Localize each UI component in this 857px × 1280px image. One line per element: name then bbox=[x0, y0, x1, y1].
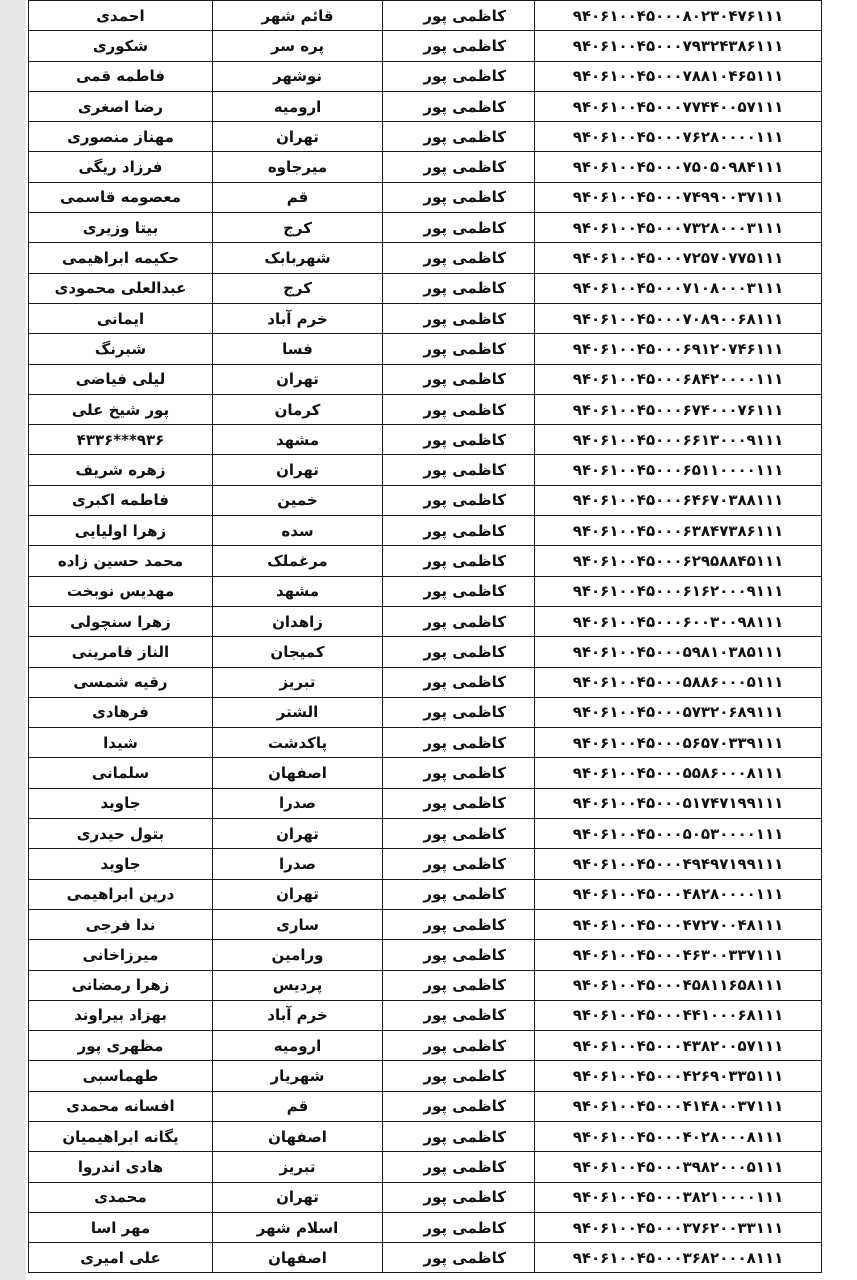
account-number-cell: ۹۴۰۶۱۰۰۴۵۰۰۰۷۲۵۷۰۷۷۵۱۱۱ bbox=[535, 243, 822, 273]
city-cell: ارومیه bbox=[213, 1031, 383, 1061]
city-cell: صدرا bbox=[213, 849, 383, 879]
name-cell: هادی اندروا bbox=[29, 1152, 213, 1182]
city-cell: شهربابک bbox=[213, 243, 383, 273]
branch-cell: کاظمی پور bbox=[383, 425, 535, 455]
branch-cell: کاظمی پور bbox=[383, 576, 535, 606]
table-row bbox=[29, 485, 822, 515]
branch-cell: کاظمی پور bbox=[383, 637, 535, 667]
name-cell: محمد حسین زاده bbox=[29, 546, 213, 576]
branch-cell: کاظمی پور bbox=[383, 182, 535, 212]
name-cell: افسانه محمدی bbox=[29, 1091, 213, 1121]
city-cell: پردیس bbox=[213, 970, 383, 1000]
account-number-cell: ۹۴۰۶۱۰۰۴۵۰۰۰۴۲۶۹۰۳۳۵۱۱۱ bbox=[535, 1061, 822, 1091]
city-cell: زاهدان bbox=[213, 606, 383, 636]
account-number-cell: ۹۴۰۶۱۰۰۴۵۰۰۰۴۵۸۱۱۶۵۸۱۱۱ bbox=[535, 970, 822, 1000]
table-row bbox=[29, 1152, 822, 1182]
account-number-cell: ۹۴۰۶۱۰۰۴۵۰۰۰۴۶۳۰۰۳۳۷۱۱۱ bbox=[535, 940, 822, 970]
branch-cell: کاظمی پور bbox=[383, 273, 535, 303]
name-cell: مهر اسا bbox=[29, 1212, 213, 1242]
branch-cell: کاظمی پور bbox=[383, 485, 535, 515]
name-cell: شکوری bbox=[29, 31, 213, 61]
branch-cell: کاظمی پور bbox=[383, 849, 535, 879]
table-row bbox=[29, 243, 822, 273]
branch-cell: کاظمی پور bbox=[383, 303, 535, 333]
branch-cell: کاظمی پور bbox=[383, 455, 535, 485]
branch-cell: کاظمی پور bbox=[383, 819, 535, 849]
branch-cell: کاظمی پور bbox=[383, 1212, 535, 1242]
city-cell: خرم آباد bbox=[213, 1000, 383, 1030]
name-cell: فاطمه اکبری bbox=[29, 485, 213, 515]
account-number-cell: ۹۴۰۶۱۰۰۴۵۰۰۰۳۷۶۲۰۰۳۳۱۱۱ bbox=[535, 1212, 822, 1242]
branch-cell: کاظمی پور bbox=[383, 122, 535, 152]
account-number-cell: ۹۴۰۶۱۰۰۴۵۰۰۰۷۱۰۸۰۰۰۳۱۱۱ bbox=[535, 273, 822, 303]
name-cell: پور شیخ علی bbox=[29, 394, 213, 424]
account-number-cell: ۹۴۰۶۱۰۰۴۵۰۰۰۶۴۶۷۰۳۸۸۱۱۱ bbox=[535, 485, 822, 515]
city-cell: اصفهان bbox=[213, 758, 383, 788]
city-cell: مشهد bbox=[213, 576, 383, 606]
city-cell: کرج bbox=[213, 213, 383, 243]
table-row bbox=[29, 546, 822, 576]
account-number-cell: ۹۴۰۶۱۰۰۴۵۰۰۰۶۷۴۰۰۰۷۶۱۱۱ bbox=[535, 394, 822, 424]
account-number-cell: ۹۴۰۶۱۰۰۴۵۰۰۰۷۶۲۸۰۰۰۰۱۱۱ bbox=[535, 122, 822, 152]
table-row bbox=[29, 31, 822, 61]
branch-cell: کاظمی پور bbox=[383, 334, 535, 364]
city-cell: اصفهان bbox=[213, 1243, 383, 1273]
table-row bbox=[29, 940, 822, 970]
table-row bbox=[29, 1243, 822, 1273]
name-cell: حکیمه ابراهیمی bbox=[29, 243, 213, 273]
table-row bbox=[29, 213, 822, 243]
account-number-cell: ۹۴۰۶۱۰۰۴۵۰۰۰۵۹۸۱۰۳۸۵۱۱۱ bbox=[535, 637, 822, 667]
account-number-cell: ۹۴۰۶۱۰۰۴۵۰۰۰۳۶۸۲۰۰۰۸۱۱۱ bbox=[535, 1243, 822, 1273]
account-number-cell: ۹۴۰۶۱۰۰۴۵۰۰۰۴۷۲۷۰۰۴۸۱۱۱ bbox=[535, 909, 822, 939]
account-number-cell: ۹۴۰۶۱۰۰۴۵۰۰۰۷۹۳۲۴۳۸۶۱۱۱ bbox=[535, 31, 822, 61]
branch-cell: کاظمی پور bbox=[383, 364, 535, 394]
table-row bbox=[29, 1, 822, 31]
account-number-cell: ۹۴۰۶۱۰۰۴۵۰۰۰۶۸۴۲۰۰۰۰۱۱۱ bbox=[535, 364, 822, 394]
city-cell: قائم شهر bbox=[213, 1, 383, 31]
branch-cell: کاظمی پور bbox=[383, 970, 535, 1000]
city-cell: میرجاوه bbox=[213, 152, 383, 182]
name-cell: بهزاد بیراوند bbox=[29, 1000, 213, 1030]
name-cell: لیلی فیاضی bbox=[29, 364, 213, 394]
branch-cell: کاظمی پور bbox=[383, 879, 535, 909]
name-cell: احمدی bbox=[29, 1, 213, 31]
table-row bbox=[29, 1121, 822, 1151]
name-cell: معصومه قاسمی bbox=[29, 182, 213, 212]
table-row bbox=[29, 970, 822, 1000]
city-cell: ورامین bbox=[213, 940, 383, 970]
branch-cell: کاظمی پور bbox=[383, 243, 535, 273]
table-row bbox=[29, 1031, 822, 1061]
name-cell: طهماسبی bbox=[29, 1061, 213, 1091]
table-row bbox=[29, 606, 822, 636]
table-row bbox=[29, 122, 822, 152]
table-row bbox=[29, 1212, 822, 1242]
branch-cell: کاظمی پور bbox=[383, 667, 535, 697]
table-row bbox=[29, 1000, 822, 1030]
branch-cell: کاظمی پور bbox=[383, 152, 535, 182]
account-number-cell: ۹۴۰۶۱۰۰۴۵۰۰۰۵۰۵۳۰۰۰۰۱۱۱ bbox=[535, 819, 822, 849]
branch-cell: کاظمی پور bbox=[383, 31, 535, 61]
branch-cell: کاظمی پور bbox=[383, 1031, 535, 1061]
branch-cell: کاظمی پور bbox=[383, 1243, 535, 1273]
table-row bbox=[29, 364, 822, 394]
city-cell: صدرا bbox=[213, 788, 383, 818]
table-row bbox=[29, 697, 822, 727]
table-row bbox=[29, 728, 822, 758]
account-number-cell: ۹۴۰۶۱۰۰۴۵۰۰۰۷۴۹۹۰۰۳۷۱۱۱ bbox=[535, 182, 822, 212]
account-number-cell: ۹۴۰۶۱۰۰۴۵۰۰۰۵۸۸۶۰۰۰۵۱۱۱ bbox=[535, 667, 822, 697]
account-number-cell: ۹۴۰۶۱۰۰۴۵۰۰۰۳۸۲۱۰۰۰۰۱۱۱ bbox=[535, 1182, 822, 1212]
account-number-cell: ۹۴۰۶۱۰۰۴۵۰۰۰۵۱۷۴۷۱۹۹۱۱۱ bbox=[535, 788, 822, 818]
city-cell: تهران bbox=[213, 1182, 383, 1212]
table-row bbox=[29, 182, 822, 212]
table-row bbox=[29, 91, 822, 121]
name-cell: فرهادی bbox=[29, 697, 213, 727]
branch-cell: کاظمی پور bbox=[383, 728, 535, 758]
city-cell: قم bbox=[213, 182, 383, 212]
table-row bbox=[29, 909, 822, 939]
table-row bbox=[29, 273, 822, 303]
table-row bbox=[29, 849, 822, 879]
city-cell: نوشهر bbox=[213, 61, 383, 91]
name-cell: رضا اصغری bbox=[29, 91, 213, 121]
table-row bbox=[29, 758, 822, 788]
account-number-cell: ۹۴۰۶۱۰۰۴۵۰۰۰۴۰۲۸۰۰۰۸۱۱۱ bbox=[535, 1121, 822, 1151]
account-number-cell: ۹۴۰۶۱۰۰۴۵۰۰۰۵۶۵۷۰۳۳۹۱۱۱ bbox=[535, 728, 822, 758]
name-cell: الناز فامرینی bbox=[29, 637, 213, 667]
account-number-cell: ۹۴۰۶۱۰۰۴۵۰۰۰۶۳۸۴۷۳۸۶۱۱۱ bbox=[535, 516, 822, 546]
table-row bbox=[29, 1061, 822, 1091]
account-number-cell: ۹۴۰۶۱۰۰۴۵۰۰۰۴۴۱۰۰۰۶۸۱۱۱ bbox=[535, 1000, 822, 1030]
account-number-cell: ۹۴۰۶۱۰۰۴۵۰۰۰۷۵۰۵۰۹۸۴۱۱۱ bbox=[535, 152, 822, 182]
table-row bbox=[29, 516, 822, 546]
city-cell: ساری bbox=[213, 909, 383, 939]
city-cell: پاکدشت bbox=[213, 728, 383, 758]
table-row bbox=[29, 394, 822, 424]
name-cell: ۹۳۶***۴۳۳۶ bbox=[29, 425, 213, 455]
name-cell: رقیه شمسی bbox=[29, 667, 213, 697]
branch-cell: کاظمی پور bbox=[383, 213, 535, 243]
table-row bbox=[29, 455, 822, 485]
name-cell: عبدالعلی محمودی bbox=[29, 273, 213, 303]
table-row bbox=[29, 788, 822, 818]
city-cell: تهران bbox=[213, 455, 383, 485]
name-cell: بتول حیدری bbox=[29, 819, 213, 849]
branch-cell: کاظمی پور bbox=[383, 546, 535, 576]
table-row bbox=[29, 425, 822, 455]
account-number-cell: ۹۴۰۶۱۰۰۴۵۰۰۰۴۳۸۲۰۰۵۷۱۱۱ bbox=[535, 1031, 822, 1061]
city-cell: کرج bbox=[213, 273, 383, 303]
accounts-table bbox=[28, 0, 822, 1273]
name-cell: شبرنگ bbox=[29, 334, 213, 364]
account-number-cell: ۹۴۰۶۱۰۰۴۵۰۰۰۳۹۸۲۰۰۰۵۱۱۱ bbox=[535, 1152, 822, 1182]
name-cell: سلمانی bbox=[29, 758, 213, 788]
branch-cell: کاظمی پور bbox=[383, 1061, 535, 1091]
account-number-cell: ۹۴۰۶۱۰۰۴۵۰۰۰۷۳۲۸۰۰۰۳۱۱۱ bbox=[535, 213, 822, 243]
name-cell: فاطمه قمی bbox=[29, 61, 213, 91]
branch-cell: کاظمی پور bbox=[383, 91, 535, 121]
branch-cell: کاظمی پور bbox=[383, 1182, 535, 1212]
city-cell: تهران bbox=[213, 879, 383, 909]
name-cell: جاوید bbox=[29, 849, 213, 879]
name-cell: زهره شریف bbox=[29, 455, 213, 485]
account-number-cell: ۹۴۰۶۱۰۰۴۵۰۰۰۶۶۱۳۰۰۰۹۱۱۱ bbox=[535, 425, 822, 455]
city-cell: اصفهان bbox=[213, 1121, 383, 1151]
table-row bbox=[29, 637, 822, 667]
account-number-cell: ۹۴۰۶۱۰۰۴۵۰۰۰۸۰۲۳۰۴۷۶۱۱۱ bbox=[535, 1, 822, 31]
name-cell: ایمانی bbox=[29, 303, 213, 333]
table-row bbox=[29, 667, 822, 697]
branch-cell: کاظمی پور bbox=[383, 516, 535, 546]
table-row bbox=[29, 303, 822, 333]
city-cell: اسلام شهر bbox=[213, 1212, 383, 1242]
name-cell: درین ابراهیمی bbox=[29, 879, 213, 909]
name-cell: جاوید bbox=[29, 788, 213, 818]
name-cell: زهرا سنچولی bbox=[29, 606, 213, 636]
account-number-cell: ۹۴۰۶۱۰۰۴۵۰۰۰۶۱۶۲۰۰۰۹۱۱۱ bbox=[535, 576, 822, 606]
name-cell: ندا فرجی bbox=[29, 909, 213, 939]
name-cell: یگانه ابراهیمیان bbox=[29, 1121, 213, 1151]
account-number-cell: ۹۴۰۶۱۰۰۴۵۰۰۰۶۰۰۳۰۰۹۸۱۱۱ bbox=[535, 606, 822, 636]
name-cell: مهدیس نوبخت bbox=[29, 576, 213, 606]
city-cell: فسا bbox=[213, 334, 383, 364]
name-cell: میرزاخانی bbox=[29, 940, 213, 970]
name-cell: زهرا اولیایی bbox=[29, 516, 213, 546]
city-cell: مرغملک bbox=[213, 546, 383, 576]
city-cell: تهران bbox=[213, 819, 383, 849]
account-number-cell: ۹۴۰۶۱۰۰۴۵۰۰۰۶۵۱۱۰۰۰۰۱۱۱ bbox=[535, 455, 822, 485]
branch-cell: کاظمی پور bbox=[383, 61, 535, 91]
city-cell: تهران bbox=[213, 364, 383, 394]
account-number-cell: ۹۴۰۶۱۰۰۴۵۰۰۰۴۹۴۹۷۱۹۹۱۱۱ bbox=[535, 849, 822, 879]
city-cell: قم bbox=[213, 1091, 383, 1121]
table-row bbox=[29, 1091, 822, 1121]
table-row bbox=[29, 1182, 822, 1212]
branch-cell: کاظمی پور bbox=[383, 758, 535, 788]
city-cell: ارومیه bbox=[213, 91, 383, 121]
account-number-cell: ۹۴۰۶۱۰۰۴۵۰۰۰۵۵۸۶۰۰۰۸۱۱۱ bbox=[535, 758, 822, 788]
table-row bbox=[29, 152, 822, 182]
branch-cell: کاظمی پور bbox=[383, 788, 535, 818]
name-cell: مهناز منصوری bbox=[29, 122, 213, 152]
branch-cell: کاظمی پور bbox=[383, 606, 535, 636]
account-number-cell: ۹۴۰۶۱۰۰۴۵۰۰۰۶۲۹۵۸۸۴۵۱۱۱ bbox=[535, 546, 822, 576]
city-cell: تبریز bbox=[213, 667, 383, 697]
name-cell: بیتا وزیری bbox=[29, 213, 213, 243]
branch-cell: کاظمی پور bbox=[383, 1121, 535, 1151]
city-cell: کرمان bbox=[213, 394, 383, 424]
table-row bbox=[29, 334, 822, 364]
city-cell: پره سر bbox=[213, 31, 383, 61]
table-body bbox=[29, 1, 822, 1273]
city-cell: مشهد bbox=[213, 425, 383, 455]
name-cell: علی امیری bbox=[29, 1243, 213, 1273]
city-cell: الشتر bbox=[213, 697, 383, 727]
document-sheet bbox=[26, 0, 857, 1280]
account-number-cell: ۹۴۰۶۱۰۰۴۵۰۰۰۴۱۴۸۰۰۳۷۱۱۱ bbox=[535, 1091, 822, 1121]
branch-cell: کاظمی پور bbox=[383, 697, 535, 727]
city-cell: خمین bbox=[213, 485, 383, 515]
city-cell: سده bbox=[213, 516, 383, 546]
branch-cell: کاظمی پور bbox=[383, 909, 535, 939]
city-cell: شهریار bbox=[213, 1061, 383, 1091]
branch-cell: کاظمی پور bbox=[383, 394, 535, 424]
table-row bbox=[29, 61, 822, 91]
account-number-cell: ۹۴۰۶۱۰۰۴۵۰۰۰۷۷۴۴۰۰۵۷۱۱۱ bbox=[535, 91, 822, 121]
branch-cell: کاظمی پور bbox=[383, 940, 535, 970]
city-cell: کمیجان bbox=[213, 637, 383, 667]
city-cell: تهران bbox=[213, 122, 383, 152]
city-cell: تبریز bbox=[213, 1152, 383, 1182]
name-cell: مظهری پور bbox=[29, 1031, 213, 1061]
name-cell: زهرا رمضانی bbox=[29, 970, 213, 1000]
name-cell: محمدی bbox=[29, 1182, 213, 1212]
account-number-cell: ۹۴۰۶۱۰۰۴۵۰۰۰۷۸۸۱۰۴۶۵۱۱۱ bbox=[535, 61, 822, 91]
account-number-cell: ۹۴۰۶۱۰۰۴۵۰۰۰۴۸۲۸۰۰۰۰۱۱۱ bbox=[535, 879, 822, 909]
name-cell: فرزاد ریگی bbox=[29, 152, 213, 182]
name-cell: شیدا bbox=[29, 728, 213, 758]
branch-cell: کاظمی پور bbox=[383, 1000, 535, 1030]
table-row bbox=[29, 879, 822, 909]
left-margin-strip bbox=[0, 0, 26, 1280]
account-number-cell: ۹۴۰۶۱۰۰۴۵۰۰۰۵۷۳۲۰۶۸۹۱۱۱ bbox=[535, 697, 822, 727]
account-number-cell: ۹۴۰۶۱۰۰۴۵۰۰۰۷۰۸۹۰۰۶۸۱۱۱ bbox=[535, 303, 822, 333]
table-row bbox=[29, 576, 822, 606]
branch-cell: کاظمی پور bbox=[383, 1, 535, 31]
account-number-cell: ۹۴۰۶۱۰۰۴۵۰۰۰۶۹۱۲۰۷۴۶۱۱۱ bbox=[535, 334, 822, 364]
city-cell: خرم آباد bbox=[213, 303, 383, 333]
branch-cell: کاظمی پور bbox=[383, 1091, 535, 1121]
branch-cell: کاظمی پور bbox=[383, 1152, 535, 1182]
table-row bbox=[29, 819, 822, 849]
